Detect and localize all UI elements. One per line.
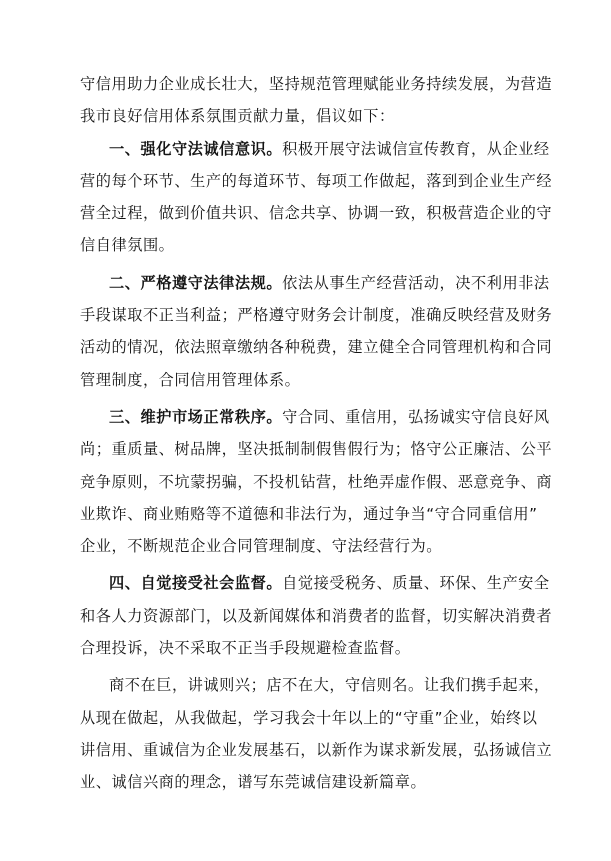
paragraph-item-4 [80,567,553,664]
text-line: 和各人力资源部门，以及新闻媒体和消费者的监督，切实解决消费者 [80,606,553,625]
text-line: 从现在做起，从我做起，学习我会十年以上的“守重”企业，始终以 [80,708,538,727]
item-heading: 一、强化守法诚信意识。 [109,139,283,158]
text-line: 信自律氛围。 [80,236,175,255]
paragraph-first-line [80,401,548,433]
text-line: 活动的情况，依法照章缴纳各种税费，建立健全合同管理机构和合同 [80,338,553,357]
paragraph-first-line [80,567,548,599]
item-heading: 三、维护市场正常秩序。 [109,407,283,426]
document-body [80,68,553,799]
paragraph-first-line [80,267,548,299]
text-line: 尚；重质量、树品牌，坚决抵制制假售假行为；恪守公正廉洁、公平 [80,440,553,459]
text-line: 企业，不断规范企业合同管理制度、守法经营行为。 [80,537,442,556]
text-line: 管理制度，合同信用管理体系。 [80,370,301,389]
paragraph-first-line: 商不在巨，讲诚则兴；店不在大，守信则名。让我们携手起来， [109,676,550,695]
item-heading: 四、自觉接受社会监督。 [109,574,283,593]
text-line: 我市良好信用体系氛围贡献力量，倡议如下： [80,107,395,126]
paragraph-intro [80,68,553,133]
text-line: 守信用助力企业成长壮大，坚持规范管理赋能业务持续发展，为营造 [80,75,553,93]
item-heading: 二、严格遵守法律法规。 [109,273,283,292]
text-line: 业、诚信兴商的理念，谱写东莞诚信建设新篇章。 [80,773,427,792]
paragraph-item-3 [80,401,553,562]
item-text: 守合同、重信用，弘扬诚实守信良好风 [282,407,550,426]
paragraph-item-1 [80,133,553,262]
item-text: 依法从事生产经营活动，决不利用非法 [282,273,550,292]
text-line: 业欺诈、商业贿赂等不道德和非法行为，通过争当“守合同重信用” [80,504,538,523]
text-line: 营全过程，做到价值共识、信念共享、协调一致，积极营造企业的守 [80,204,553,223]
text-line: 合理投诉，决不采取不正当手段规避检查监督。 [80,639,411,658]
item-text: 自觉接受税务、质量、环保、生产安全 [282,574,550,593]
text-line: 竞争原则，不坑蒙拐骗，不投机钻营，杜绝弄虚作假、恶意竞争、商 [80,472,553,491]
text-line: 手段谋取不正当利益；严格遵守财务会计制度，准确反映经营及财务 [80,306,553,325]
paragraph-closing [80,669,553,798]
paragraph-first-line [80,133,548,165]
text-line: 讲信用、重诚信为企业发展基石，以新作为谋求新发展，弘扬诚信立 [80,740,553,759]
item-text: 积极开展守法诚信宣传教育，从企业经 [282,139,550,158]
text-line: 营的每个环节、生产的每道环节、每项工作做起，落到到企业生产经 [80,171,553,190]
paragraph-item-2 [80,267,553,396]
